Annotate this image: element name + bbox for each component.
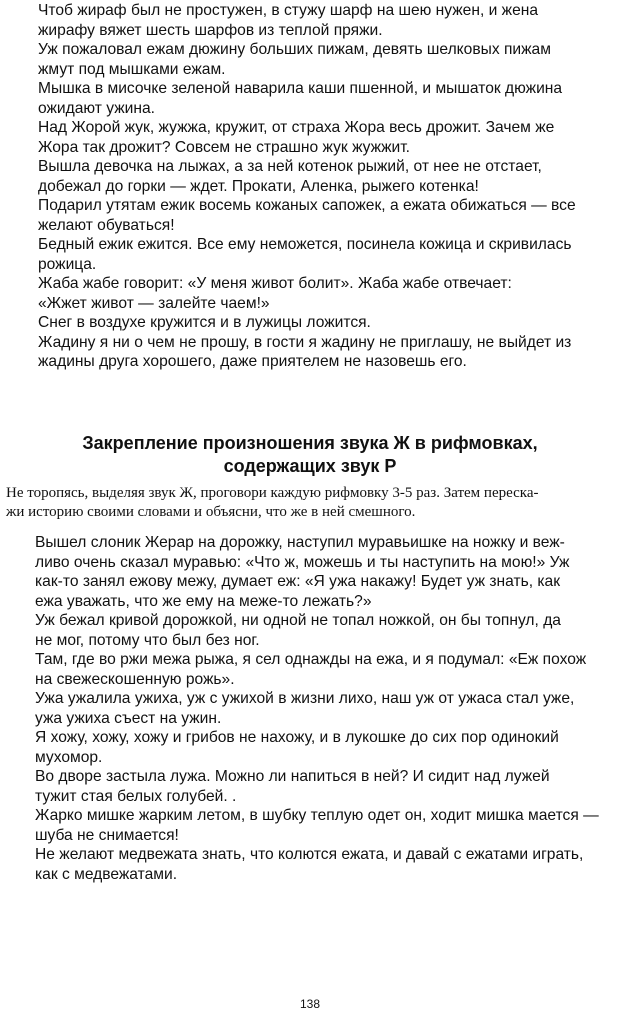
text-line: Снег в воздухе кружится и в лужицы ложится. <box>38 314 371 331</box>
text-line: Уж бежал кривой дорожкой, ни одной не топал ножкой, он бы топнул, да <box>35 612 561 629</box>
text-line: Я хожу, хожу, хожу и грибов не нахожу, и в лукошке до сих пор одинокий <box>35 729 559 746</box>
text-line: не мог, потому что был без ног. <box>35 631 260 649</box>
instruction-line: жи историю своими словами и объясни, что же в ней смешного. <box>6 504 416 520</box>
text-line: Бедный ежик ежится. Все ему неможется, посинела кожица и скривилась <box>38 236 572 253</box>
text-line: Там, где во ржи межа рыжа, я сел однажды на ежа, и я подумал: «Еж похож <box>35 651 587 668</box>
heading-line: содержащих звук Р <box>223 456 397 476</box>
text-line: Во дворе застыла лужа. Можно ли напиться в ней? И сидит над лужей <box>35 768 550 785</box>
text-line: Жадину я ни о чем не прошу, в гости я жадину не приглашу, не выйдет из <box>38 333 572 351</box>
text-line: Подарил утятам ежик восемь кожаных сапожек, а ежата обижаться — все <box>38 197 576 214</box>
instruction-line: Не торопясь, выделяя звук Ж, проговори каждую рифмовку 3-5 раз. Затем переска- <box>6 485 539 501</box>
section-heading <box>20 432 600 478</box>
instruction-paragraph <box>6 484 616 522</box>
text-line: ужа ужиха съест на ужин. <box>35 709 222 727</box>
text-line: Вышел слоник Жерар на дорожку, наступил муравьишке на ножку и веж- <box>35 534 565 551</box>
text-line: Уж пожаловал ежам дюжину больших пижам, девять шелковых пижам <box>38 41 551 58</box>
text-line: Над Жорой жук, жужжа, кружит, от страха Жора весь дрожит. Зачем же <box>38 119 555 136</box>
text-line: жирафу вяжет шесть шарфов из теплой пряжи. <box>38 21 383 39</box>
text-line: Ужа ужалила ужиха, уж с ужихой в жизни лихо, наш уж от ужаса стал уже, <box>35 690 575 707</box>
text-line: тужит стая белых голубей. . <box>35 787 237 805</box>
text-line: желают обуваться! <box>38 216 175 234</box>
text-line: ожидают ужина. <box>38 99 155 117</box>
text-line: как-то занял ежову межу, думает еж: «Я ужа накажу! Будет уж знать, как <box>35 573 561 590</box>
text-line: ливо очень сказал муравью: «Что ж, можешь и ты наступить на мою!» Уж <box>35 553 570 571</box>
text-line: Жарко мишке жарким летом, в шубку теплую одет он, ходит мишка мается — <box>35 807 599 824</box>
text-line: добежал до горки — ждет. Прокати, Аленка, рыжего котенка! <box>38 177 479 195</box>
text-line: Жаба жабе говорит: «У меня живот болит». Жаба жабе отвечает: <box>38 275 512 292</box>
text-line: «Жжет живот — залейте чаем!» <box>38 294 270 312</box>
text-line: Мышка в мисочке зеленой наварила каши пшенной, и мышаток дюжина <box>38 80 563 97</box>
text-line: жмут под мышками ежам. <box>38 60 226 78</box>
text-line: на свежескошенную рожь». <box>35 670 235 688</box>
page-number: 138 <box>299 997 321 1011</box>
text-line: мухомор. <box>35 748 103 766</box>
heading-line: Закрепление произношения звука Ж в рифмовках, <box>82 433 538 453</box>
rhymes-section-2 <box>35 533 617 884</box>
text-line: жадины друга хорошего, даже приятелем не назовешь его. <box>38 353 467 370</box>
text-line: Жора так дрожит? Совсем не страшно жук жужжит. <box>38 138 410 156</box>
text-line: Не желают медвежата знать, что колются ежата, и давай с ежатами играть, <box>35 846 584 863</box>
text-line: рожица. <box>38 255 97 273</box>
rhymes-section-1 <box>38 1 616 372</box>
text-line: шуба не снимается! <box>35 826 179 844</box>
text-line: Чтоб жираф был не простужен, в стужу шарф на шею нужен, и жена <box>38 2 539 19</box>
text-line: Вышла девочка на лыжах, а за ней котенок рыжий, от нее не отстает, <box>38 158 542 175</box>
text-line: как с медвежатами. <box>35 865 178 883</box>
text-line: ежа уважать, что же ему на меже-то лежать?» <box>35 592 372 610</box>
